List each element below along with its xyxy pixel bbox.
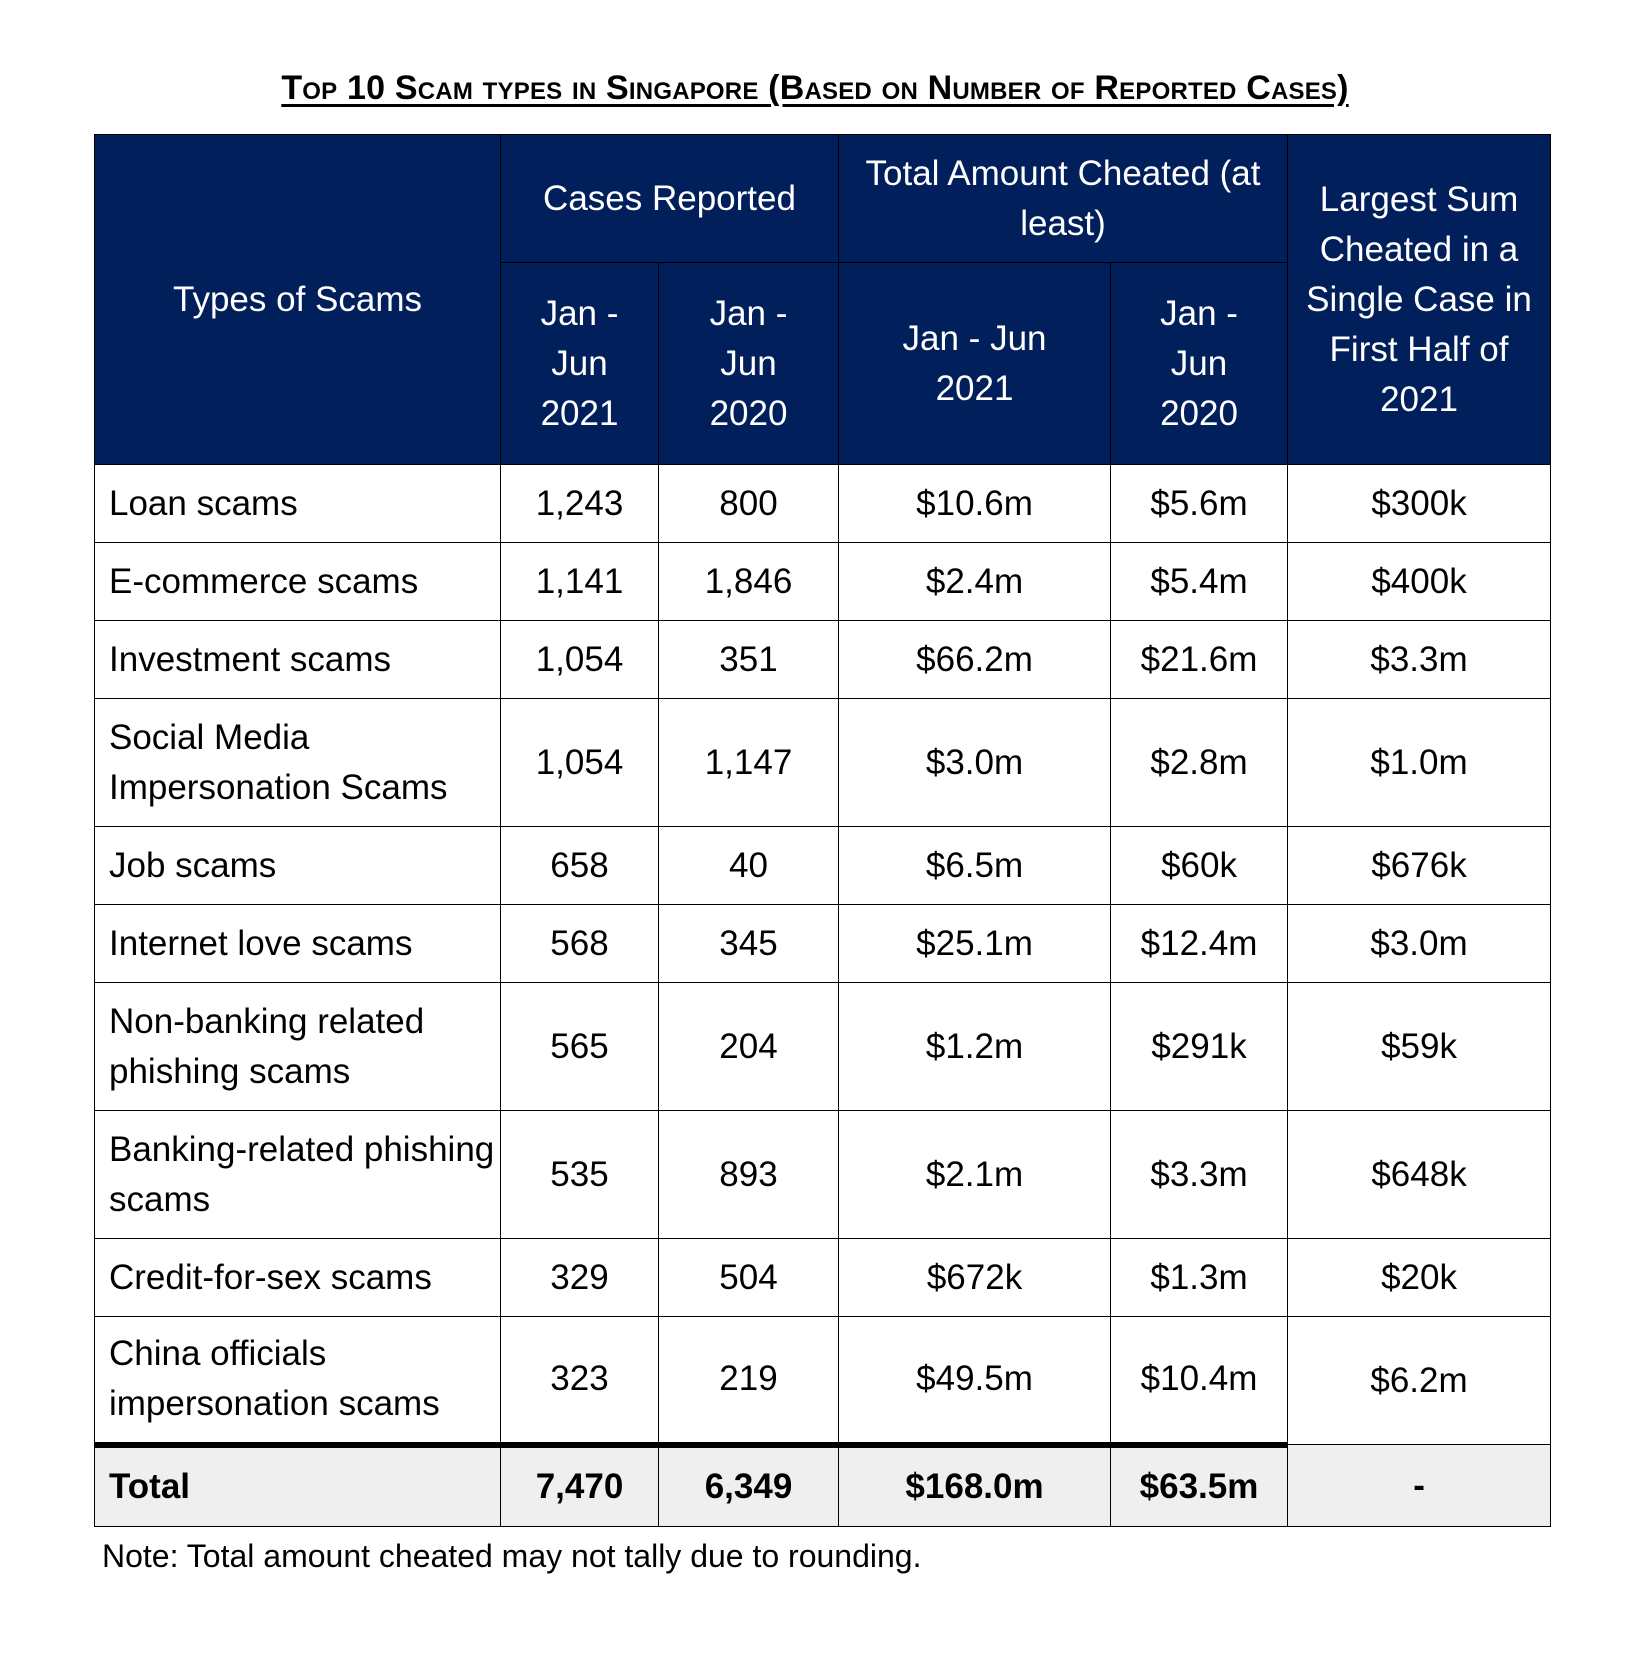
cases-2020-cell: 1,147 xyxy=(659,699,839,827)
amount-2020-cell: $3.3m xyxy=(1111,1111,1288,1239)
largest-sum-cell: $3.3m xyxy=(1288,621,1551,699)
largest-sum-cell: $20k xyxy=(1288,1239,1551,1317)
largest-sum-cell: $1.0m xyxy=(1288,699,1551,827)
footnote: Note: Total amount cheated may not tally due to rounding. xyxy=(102,1538,922,1574)
table-title: Top 10 Scam types in Singapore (Based on Number of Reported Cases) xyxy=(281,69,1349,107)
amount-2020-cell: $21.6m xyxy=(1111,621,1288,699)
amount-2020-cell: $10.4m xyxy=(1111,1317,1288,1445)
amount-2021-cell: $66.2m xyxy=(839,621,1111,699)
table-row xyxy=(95,465,1551,543)
cases-2021-cell: 565 xyxy=(501,983,659,1111)
largest-sum-cell: $676k xyxy=(1288,827,1551,905)
scam-type-cell: E-commerce scams xyxy=(95,543,501,621)
scam-type-cell: Credit-for-sex scams xyxy=(95,1239,501,1317)
amount-2021-cell: $10.6m xyxy=(839,465,1111,543)
scam-type-cell: Non-banking related phishing scams xyxy=(95,983,501,1111)
scam-type-cell: China officials impersonation scams xyxy=(95,1317,501,1445)
header-amount-2020: Jan - Jun 2020 xyxy=(1111,263,1288,465)
amount-2021-cell: $6.5m xyxy=(839,827,1111,905)
header-largest-sum: Largest Sum Cheated in a Single Case in First Half of 2021 xyxy=(1288,135,1551,465)
amount-2021-cell: $3.0m xyxy=(839,699,1111,827)
scam-type-cell: Internet love scams xyxy=(95,905,501,983)
cases-2021-cell: 1,054 xyxy=(501,621,659,699)
cases-2020-cell: 351 xyxy=(659,621,839,699)
cases-2021-cell: 1,141 xyxy=(501,543,659,621)
scam-types-table xyxy=(94,134,1551,1527)
table-row xyxy=(95,983,1551,1111)
cases-2020-cell: 345 xyxy=(659,905,839,983)
header-types-of-scams: Types of Scams xyxy=(95,135,501,465)
scam-type-cell: Banking-related phishing scams xyxy=(95,1111,501,1239)
cases-2021-cell: 329 xyxy=(501,1239,659,1317)
largest-sum-cell: $6.2m xyxy=(1288,1317,1551,1445)
amount-2021-cell: $2.4m xyxy=(839,543,1111,621)
cases-2020-cell: 204 xyxy=(659,983,839,1111)
amount-2020-cell: $1.3m xyxy=(1111,1239,1288,1317)
amount-2021-cell: $49.5m xyxy=(839,1317,1111,1445)
amount-2021-cell: $2.1m xyxy=(839,1111,1111,1239)
table-row xyxy=(95,1317,1551,1445)
amount-2020-cell: $60k xyxy=(1111,827,1288,905)
cases-2020-cell: 800 xyxy=(659,465,839,543)
header-cases-2021: Jan - Jun 2021 xyxy=(501,263,659,465)
header-amount-2021: Jan - Jun 2021 xyxy=(839,263,1111,465)
total-cases-2020: 6,349 xyxy=(659,1445,839,1527)
cases-2021-cell: 323 xyxy=(501,1317,659,1445)
cases-2020-cell: 1,846 xyxy=(659,543,839,621)
cases-2020-cell: 40 xyxy=(659,827,839,905)
table-row xyxy=(95,543,1551,621)
largest-sum-cell: $59k xyxy=(1288,983,1551,1111)
largest-sum-cell: $300k xyxy=(1288,465,1551,543)
amount-2021-cell: $1.2m xyxy=(839,983,1111,1111)
table-row xyxy=(95,905,1551,983)
header-cases-2020: Jan - Jun 2020 xyxy=(659,263,839,465)
total-label: Total xyxy=(95,1445,501,1527)
total-largest: - xyxy=(1288,1445,1551,1527)
amount-2020-cell: $291k xyxy=(1111,983,1288,1111)
cases-2021-cell: 568 xyxy=(501,905,659,983)
total-amount-2020: $63.5m xyxy=(1111,1445,1288,1527)
amount-2020-cell: $5.6m xyxy=(1111,465,1288,543)
header-cases-reported: Cases Reported xyxy=(501,135,839,263)
cases-2020-cell: 219 xyxy=(659,1317,839,1445)
table-header xyxy=(95,135,1551,465)
cases-2021-cell: 1,243 xyxy=(501,465,659,543)
scam-type-cell: Job scams xyxy=(95,827,501,905)
amount-2021-cell: $672k xyxy=(839,1239,1111,1317)
total-row xyxy=(95,1445,1551,1527)
table-row xyxy=(95,621,1551,699)
scam-type-cell: Investment scams xyxy=(95,621,501,699)
header-total-amount-cheated: Total Amount Cheated (at least) xyxy=(839,135,1288,263)
amount-2021-cell: $25.1m xyxy=(839,905,1111,983)
table-row xyxy=(95,1239,1551,1317)
amount-2020-cell: $2.8m xyxy=(1111,699,1288,827)
largest-sum-cell: $648k xyxy=(1288,1111,1551,1239)
table-row xyxy=(95,699,1551,827)
table-body xyxy=(95,465,1551,1445)
table-row xyxy=(95,1111,1551,1239)
cases-2020-cell: 504 xyxy=(659,1239,839,1317)
table-row xyxy=(95,827,1551,905)
largest-sum-cell: $3.0m xyxy=(1288,905,1551,983)
largest-sum-cell: $400k xyxy=(1288,543,1551,621)
cases-2021-cell: 535 xyxy=(501,1111,659,1239)
cases-2021-cell: 658 xyxy=(501,827,659,905)
cases-2021-cell: 1,054 xyxy=(501,699,659,827)
scam-type-cell: Social Media Impersonation Scams xyxy=(95,699,501,827)
total-amount-2021: $168.0m xyxy=(839,1445,1111,1527)
amount-2020-cell: $12.4m xyxy=(1111,905,1288,983)
amount-2020-cell: $5.4m xyxy=(1111,543,1288,621)
total-cases-2021: 7,470 xyxy=(501,1445,659,1527)
cases-2020-cell: 893 xyxy=(659,1111,839,1239)
scam-type-cell: Loan scams xyxy=(95,465,501,543)
